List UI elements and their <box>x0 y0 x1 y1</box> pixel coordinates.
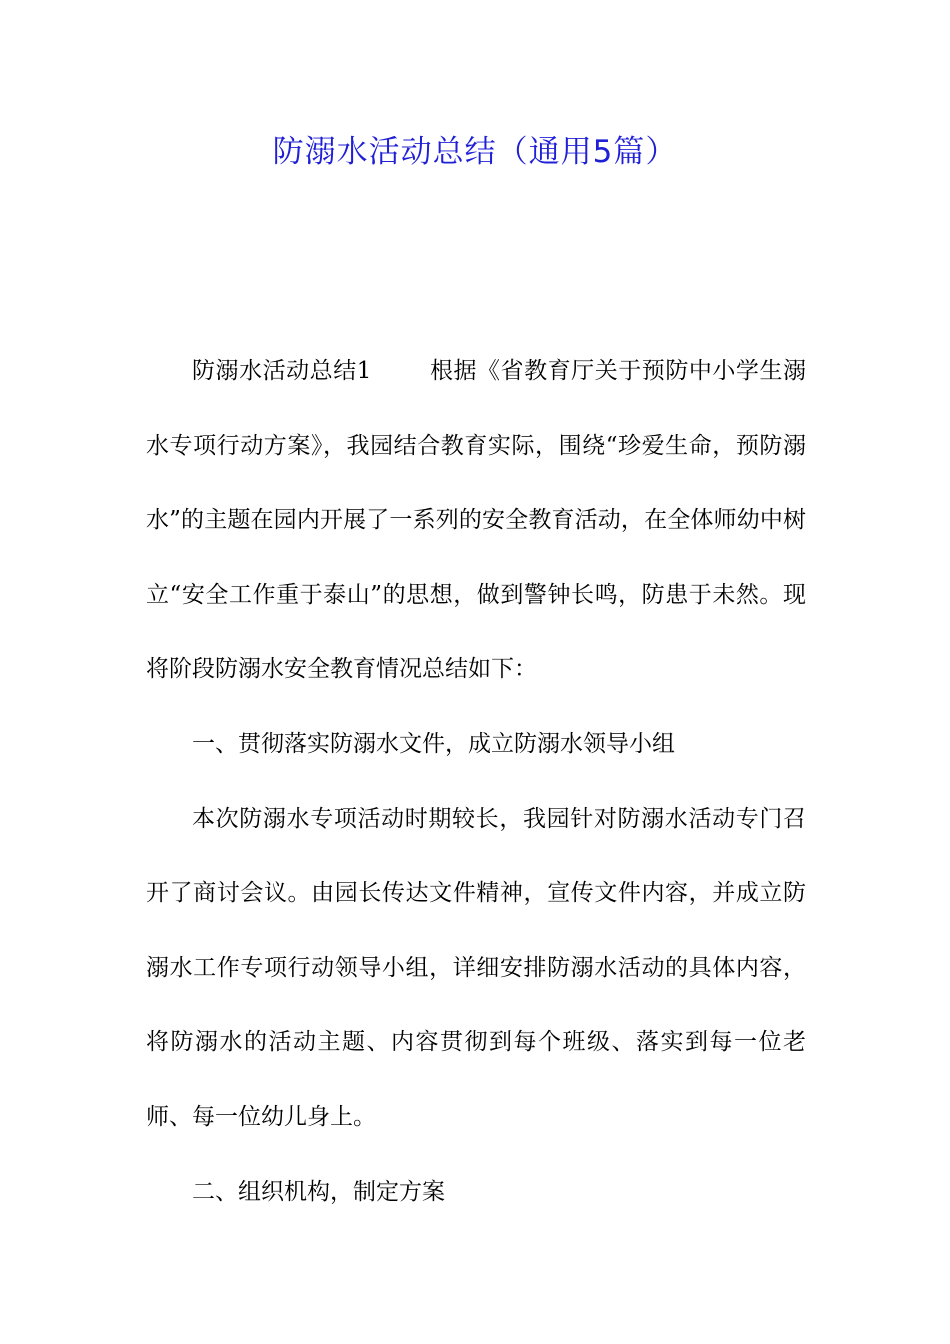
paragraph-section-1-title: 一、贯彻落实防溺水文件，成立防溺水领导小组 <box>192 730 675 757</box>
section-heading: 防溺水活动总结1 <box>192 358 372 384</box>
document-title: 防溺水活动总结（通用5篇） <box>272 134 678 170</box>
paragraph-section-1-body: 本次防溺水专项活动时期较长，我园针对防溺水活动专门召开了商讨会议。由园长传达文件精神，宣传文件内容，并成立防溺水工作专项行动领导小组，详细安排防溺水活动的具体内容，将防溺水的活动主题、内容贯彻到每个班级、落实到每一位老师、每一位幼儿身上。 <box>146 805 806 1130</box>
paragraph-section-2-title: 二、组织机构，制定方案 <box>192 1178 445 1205</box>
paragraph-intro <box>146 334 806 707</box>
paragraph-text: 根据《省教育厅关于预防中小学生溺水专项行动方案》，我园结合教育实际，围绕“珍爱生命，预防溺水”的主题在园内开展了一系列的安全教育活动，在全体师幼中树立“安全工作重于泰山”的思想，做到警钟长鸣，防患于未然。现将阶段防溺水安全教育情况总结如下： <box>146 358 807 683</box>
document-body <box>146 334 806 1229</box>
